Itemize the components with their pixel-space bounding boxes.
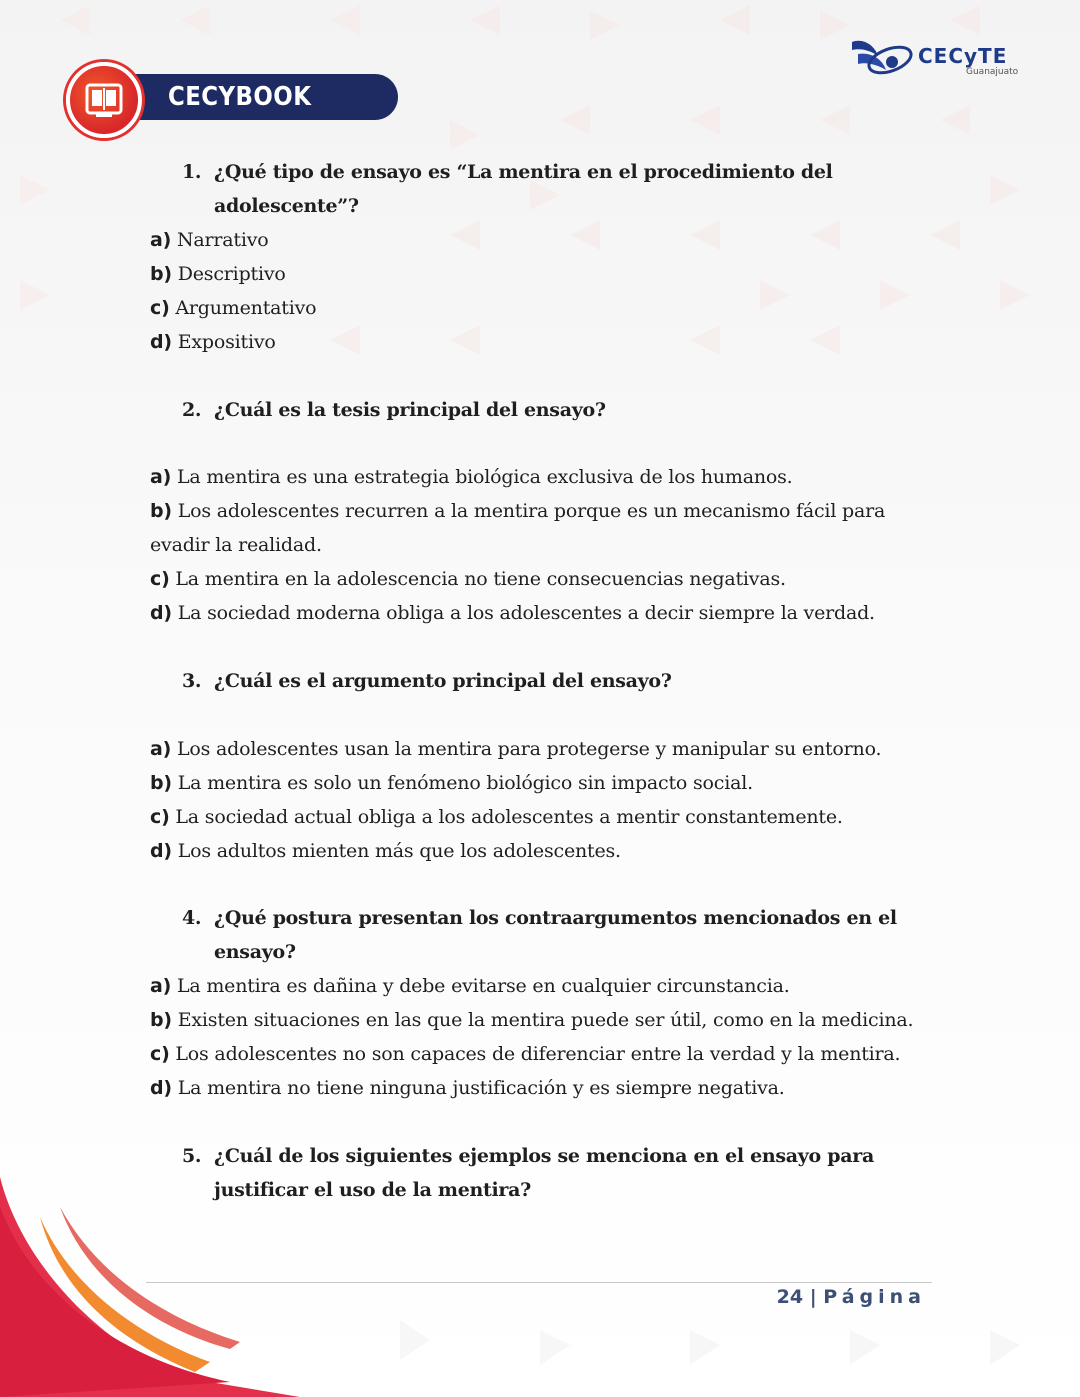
option-2a — [150, 460, 940, 494]
question-text: ¿Qué tipo de ensayo es “La mentira en el procedimiento del adolescente”? — [214, 161, 833, 217]
question-3 — [182, 664, 942, 698]
option-text: Los adolescentes usan la mentira para protegerse y manipular su entorno. — [176, 738, 882, 760]
option-2d — [150, 596, 940, 630]
option-text: Expositivo — [177, 331, 276, 353]
option-2b — [150, 494, 940, 562]
badge-title: CECYBOOK — [168, 82, 312, 112]
option-letter: a) — [150, 738, 172, 760]
option-3c — [150, 800, 940, 834]
option-4c — [150, 1037, 940, 1071]
option-text: Narrativo — [176, 229, 269, 251]
option-4b — [150, 1003, 940, 1037]
option-letter: d) — [150, 331, 172, 353]
footer-divider — [146, 1282, 932, 1283]
option-letter: c) — [150, 568, 170, 590]
option-3d — [150, 834, 940, 868]
option-letter: b) — [150, 500, 172, 522]
page-footer — [777, 1286, 926, 1308]
cecybook-badge — [62, 58, 342, 138]
option-text: Los adolescentes recurren a la mentira porque es un mecanismo fácil para evadir la realidad. — [150, 500, 886, 556]
question-text: ¿Cuál es el argumento principal del ensayo? — [214, 670, 672, 692]
cecyte-emblem-icon — [848, 36, 916, 84]
page-label: Página — [823, 1286, 926, 1308]
question-4 — [182, 901, 942, 969]
option-letter: c) — [150, 1043, 170, 1065]
option-letter: d) — [150, 1077, 172, 1099]
option-letter: c) — [150, 806, 170, 828]
option-letter: d) — [150, 840, 172, 862]
option-1d — [150, 325, 940, 359]
option-text: La mentira es solo un fenómeno biológico sin impacto social. — [177, 772, 753, 794]
question-number: 5. — [182, 1145, 202, 1167]
option-text: Los adolescentes no son capaces de diferenciar entre la verdad y la mentira. — [175, 1043, 901, 1065]
option-text: La mentira es dañina y debe evitarse en cualquier circunstancia. — [176, 975, 790, 997]
option-letter: c) — [150, 297, 170, 319]
option-text: La sociedad moderna obliga a los adolescentes a decir siempre la verdad. — [177, 602, 875, 624]
option-4d — [150, 1071, 940, 1105]
question-5 — [182, 1139, 942, 1207]
option-letter: a) — [150, 229, 172, 251]
question-number: 1. — [182, 161, 202, 183]
option-4a — [150, 969, 940, 1003]
option-text: Los adultos mienten más que los adolescentes. — [177, 840, 621, 862]
option-text: La mentira en la adolescencia no tiene consecuencias negativas. — [175, 568, 786, 590]
option-2c — [150, 562, 940, 596]
logo-name: CECyTE — [918, 44, 1008, 68]
question-number: 2. — [182, 399, 202, 421]
footer-separator: | — [809, 1286, 817, 1308]
question-text: ¿Cuál es la tesis principal del ensayo? — [214, 399, 606, 421]
option-letter: b) — [150, 772, 172, 794]
option-1c — [150, 291, 940, 325]
option-text: La mentira es una estrategia biológica exclusiva de los humanos. — [176, 466, 793, 488]
logo-subtitle: Guanajuato — [966, 67, 1019, 77]
question-number: 4. — [182, 907, 202, 929]
option-3a — [150, 732, 940, 766]
option-letter: b) — [150, 1009, 172, 1031]
option-letter: b) — [150, 263, 172, 285]
option-3b — [150, 766, 940, 800]
option-text: La mentira no tiene ninguna justificación y es siempre negativa. — [177, 1077, 785, 1099]
option-text: La sociedad actual obliga a los adolescentes a mentir constantemente. — [175, 806, 843, 828]
option-1b — [150, 257, 940, 291]
option-text: Descriptivo — [177, 263, 286, 285]
book-icon — [66, 62, 142, 138]
cecyte-logo — [848, 36, 1028, 84]
question-2 — [182, 393, 942, 427]
corner-swoosh-decoration — [0, 1177, 320, 1397]
option-text: Argumentativo — [175, 297, 317, 319]
question-1 — [182, 155, 942, 223]
option-letter: a) — [150, 975, 172, 997]
option-1a — [150, 223, 940, 257]
option-letter: d) — [150, 602, 172, 624]
question-text: ¿Qué postura presentan los contraargumentos mencionados en el ensayo? — [214, 907, 897, 963]
option-text: Existen situaciones en las que la mentira puede ser útil, como en la medicina. — [177, 1009, 914, 1031]
page-number: 24 — [776, 1286, 804, 1308]
option-letter: a) — [150, 466, 172, 488]
question-number: 3. — [182, 670, 202, 692]
question-text: ¿Cuál de los siguientes ejemplos se menciona en el ensayo para justificar el uso de la mentira? — [214, 1145, 874, 1201]
